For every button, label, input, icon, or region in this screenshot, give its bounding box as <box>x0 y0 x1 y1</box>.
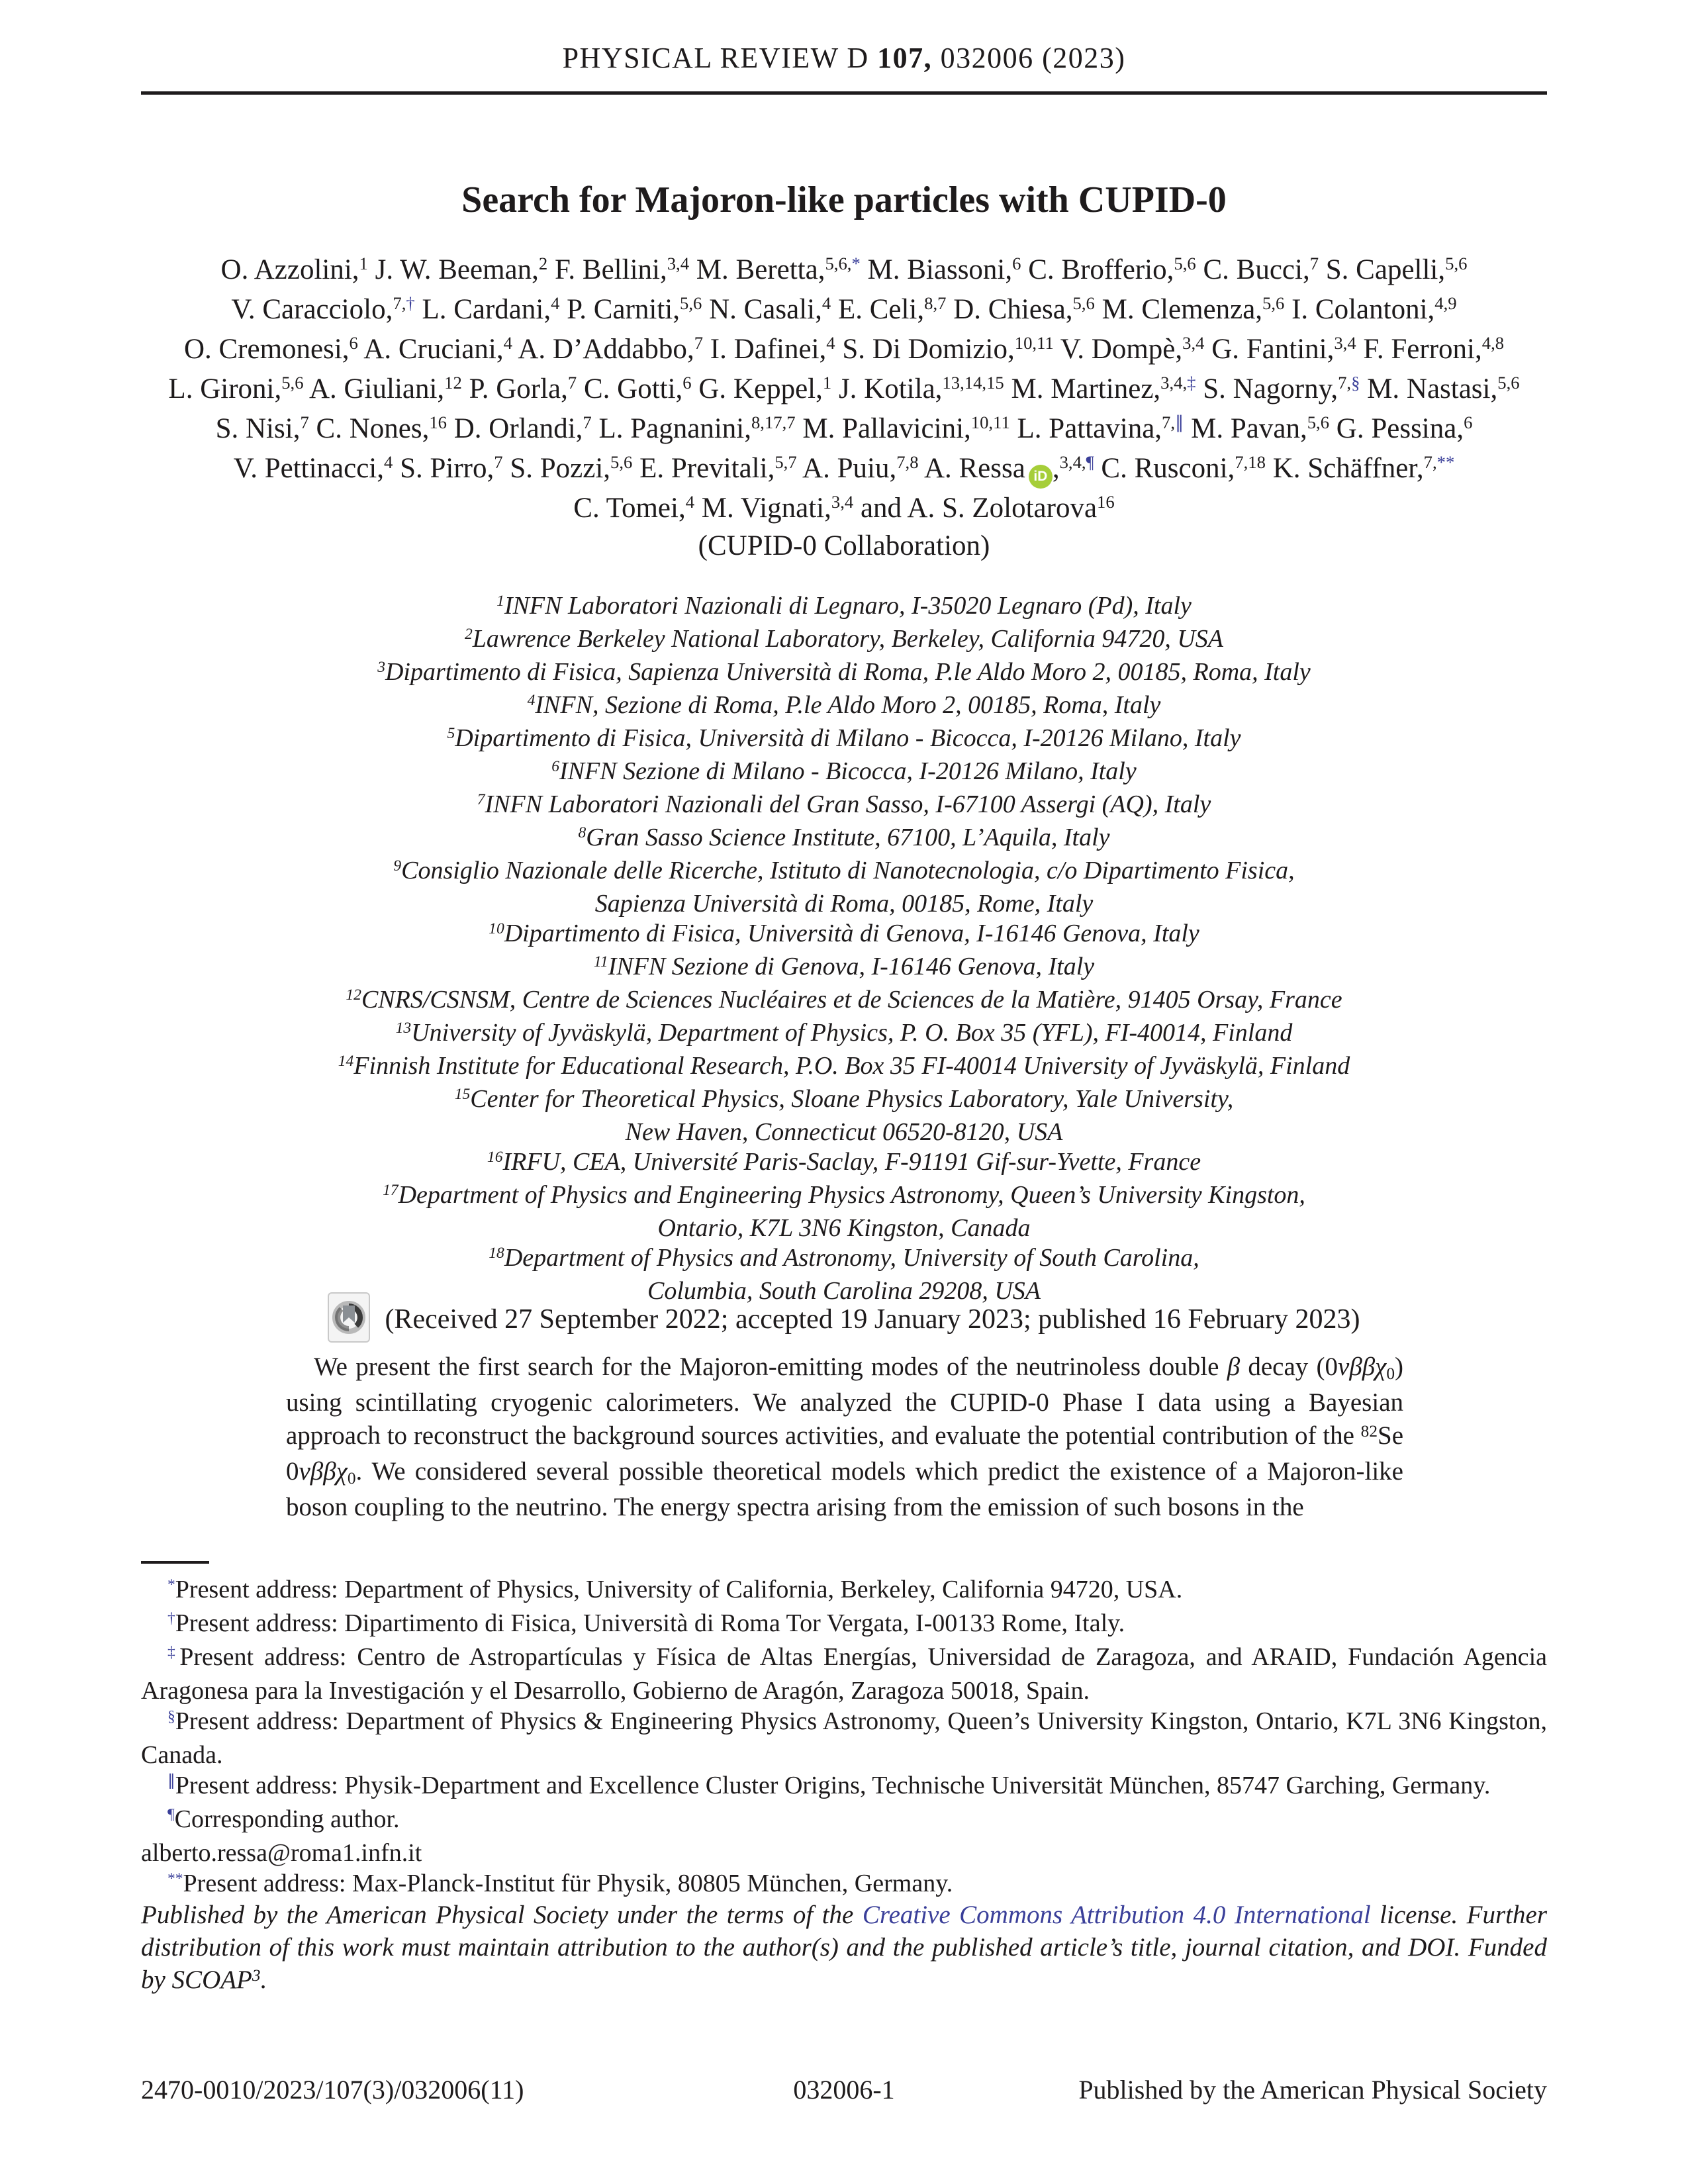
affiliations-block <box>0 591 1688 1306</box>
footnote-symbol[interactable]: * <box>167 1576 175 1593</box>
author: E. Previtali,$^{5,7}$ <box>639 452 797 484</box>
received-line <box>0 1292 1688 1350</box>
author-affiliation-superscript: 6 <box>349 333 358 354</box>
author-affiliation-superscript: 5,6 <box>1445 254 1468 274</box>
affiliation-line: $^6$INFN Sezione di Milano - Bicocca, I-20126 Milano, Italy <box>551 757 1137 785</box>
footnote-symbol-link[interactable]: * <box>1445 452 1455 473</box>
footnote-symbol[interactable]: ‡ <box>167 1643 180 1661</box>
page-footer <box>0 2074 1688 2107</box>
author-affiliation-superscript: 4 <box>826 333 835 354</box>
affiliation-line: $^{18}$Department of Physics and Astronomy, University of South Carolina, <box>489 1244 1199 1272</box>
author-line <box>0 450 1688 490</box>
author: O. Azzolini,$^1$ <box>220 254 368 285</box>
author-affiliation-superscript: 4 <box>685 492 695 512</box>
affiliation-line: $^9$Consiglio Nazionale delle Ricerche, Istituto di Nanotecnologia, c/o Dipartimento Fisica, <box>393 857 1295 884</box>
footnote: **Present address: Max-Planck-Institut für Physik, 80805 München, Germany. <box>167 1870 953 1897</box>
journal-header: PHYSICAL REVIEW D 107, 032006 (2023) <box>562 42 1126 74</box>
footnote-symbol[interactable]: § <box>167 1707 175 1725</box>
footnote-symbol-link[interactable]: ¶ <box>1086 452 1094 473</box>
author: M. Clemenza,$^{5,6}$ <box>1102 293 1285 325</box>
affiliation-line: $^{12}$CNRS/CSNSM, Centre de Sciences Nucléaires et de Sciences de la Matière, 91405 Orsay, France <box>346 986 1342 1014</box>
author-affiliation-superscript: 5,6 <box>1174 254 1196 274</box>
author-affiliation-superscript: 12 <box>444 373 462 393</box>
footnotes-block <box>141 1574 1547 1902</box>
affiliation-number: 18 <box>489 1244 504 1262</box>
author: C. Rusconi,$^{7,18}$ <box>1101 452 1266 484</box>
affiliation-number: 1 <box>496 592 504 610</box>
author-affiliation-superscript: 7 <box>494 452 503 473</box>
author-affiliation-superscript: 5,6 <box>281 373 304 393</box>
author: A. Cruciani,$^4$ <box>363 333 512 365</box>
affiliation-line: $^5$Dipartimento di Fisica, Università di Milano - Bicocca, I-20126 Milano, Italy <box>447 724 1241 752</box>
affiliation-line: $^{13}$University of Jyväskylä, Department of Physics, P. O. Box 35 (YFL), FI-40014, Finland <box>395 1019 1293 1047</box>
author: S. Di Domizio,$^{10,11}$ <box>842 333 1054 365</box>
author: J. Kotila,$^{13,14,15}$ <box>838 373 1004 404</box>
author-line <box>0 252 1688 291</box>
author-line <box>0 371 1688 410</box>
orcid-icon[interactable]: iD <box>1029 465 1053 489</box>
author-affiliation-superscript: 5,6,* <box>825 254 861 274</box>
affiliation-line: $^4$INFN, Sezione di Roma, P.le Aldo Moro 2, 00185, Roma, Italy <box>527 691 1161 719</box>
author: F. Bellini,$^{3,4}$ <box>554 254 690 285</box>
author-affiliation-superscript: 1 <box>359 254 368 274</box>
affiliation-line: $^{17}$Department of Physics and Engineering Physics Astronomy, Queen’s University Kingston, <box>383 1181 1305 1209</box>
author-affiliation-superscript: 10,11 <box>970 412 1010 433</box>
author: S. Nisi,$^7$ <box>215 412 309 444</box>
author-affiliation-superscript: 4 <box>384 452 393 473</box>
author-affiliation-superscript: 4 <box>503 333 512 354</box>
author: C. Nones,$^{16}$ <box>316 412 447 444</box>
author: C. Gotti,$^6$ <box>583 373 692 404</box>
author: M. Pavan,$^{5,6}$ <box>1191 412 1330 444</box>
affiliation-line: $^2$Lawrence Berkeley National Laboratory, Berkeley, California 94720, USA <box>465 625 1223 653</box>
author: V. Caracciolo,$^{7,\dagger}$ <box>231 293 415 325</box>
author-affiliation-superscript: 7,18 <box>1235 452 1266 473</box>
author: J. W. Beeman,$^2$ <box>375 254 548 285</box>
affiliation-number: 5 <box>447 724 455 742</box>
author: F. Ferroni,$^{4,8}$ <box>1363 333 1505 365</box>
author: I. Colantoni,$^{4,9}$ <box>1291 293 1457 325</box>
affiliation-line: $^{11}$INFN Sezione di Genova, I-16146 Genova, Italy <box>593 953 1095 980</box>
author-affiliation-superscript: 16 <box>1097 492 1115 512</box>
affiliation-line: $^{14}$Finnish Institute for Educational Research, P.O. Box 35 FI-40014 University of Jyväskylä, Finland <box>338 1052 1350 1080</box>
affiliation-number: 7 <box>477 790 485 808</box>
affiliation-line: $^7$INFN Laboratori Nazionali del Gran Sasso, I-67100 Assergi (AQ), Italy <box>477 790 1211 818</box>
footnote-symbol[interactable]: ** <box>167 1870 183 1887</box>
author-affiliation-superscript: 4,8 <box>1481 333 1505 354</box>
affiliation-line: Ontario, K7L 3N6 Kingston, Canada <box>657 1214 1031 1242</box>
affiliation-number: 6 <box>551 757 560 775</box>
affiliation-number: 2 <box>465 625 473 643</box>
affiliation-number: 11 <box>593 953 608 971</box>
author: N. Casali,$^4$ <box>709 293 831 325</box>
author: D. Orlandi,$^7$ <box>453 412 592 444</box>
footnote: ‡Present address: Centro de Astropartículas y Física de Altas Energías, Universidad de Zaragoza, and ARAID, Fundación Agencia Aragonesa para la Investigación y el Desarrollo, Gobierno de Aragón, Zaragoza 50018, Spain. <box>141 1643 1547 1705</box>
footnote-symbol-link[interactable]: § <box>1351 373 1360 393</box>
paper-title: Search for Majoron-like particles with CUPID-0 <box>461 179 1227 220</box>
author: P. Carniti,$^{5,6}$ <box>567 293 702 325</box>
author: G. Keppel,$^1$ <box>698 373 832 404</box>
author-affiliation-superscript: 7 <box>300 412 309 433</box>
author-line <box>0 410 1688 450</box>
footnote-symbol-link[interactable]: ‡ <box>1187 373 1196 393</box>
author: M. Martinez,$^{3,4,\ddagger}$ <box>1011 373 1196 404</box>
footnote-symbol[interactable]: ¶ <box>167 1805 175 1823</box>
crossmark-icon[interactable] <box>328 1292 370 1350</box>
author: G. Fantini,$^{3,4}$ <box>1211 333 1356 365</box>
footnote: ∥Present address: Physik-Department and Excellence Cluster Origins, Technische Universität München, 85747 Garching, Germany. <box>167 1772 1491 1799</box>
corresponding-author-email-link[interactable]: alberto.ressa@roma1.infn.it <box>141 1839 422 1867</box>
footnote-symbol-link[interactable]: † <box>406 293 415 314</box>
affiliation-line: Sapienza Università di Roma, 00185, Rome, Italy <box>594 890 1094 918</box>
author-affiliation-superscript: 4,9 <box>1434 293 1457 314</box>
affiliation-number: 4 <box>527 691 536 709</box>
author: V. Pettinacci,$^4$ <box>233 452 393 484</box>
author-affiliation-superscript: 5,6 <box>1497 373 1520 393</box>
author: I. Dafinei,$^4$ <box>710 333 835 365</box>
footer-issn-code: 2470-0010/2023/107(3)/032006(11) <box>141 2075 524 2105</box>
affiliation-number: 12 <box>346 986 361 1004</box>
author-affiliation-superscript: 7 <box>694 333 704 354</box>
affiliation-line: Columbia, South Carolina 29208, USA <box>647 1277 1041 1305</box>
author: P. Gorla,$^7$ <box>469 373 577 404</box>
author-affiliation-superscript: 8,7 <box>924 293 947 314</box>
author: and A. S. Zolotarova$^{16}$ <box>860 492 1115 524</box>
author-affiliation-superscript: 3,4 <box>831 492 854 512</box>
author-affiliation-superscript: 6 <box>682 373 692 393</box>
author-affiliation-superscript: 5,6 <box>610 452 633 473</box>
author-affiliation-superscript: 7 <box>1309 254 1319 274</box>
author-affiliation-superscript: 3,4,¶ <box>1059 452 1094 473</box>
license-link[interactable]: Creative Commons Attribution 4.0 International <box>862 1901 1371 1929</box>
author-affiliation-superscript: 7,** <box>1423 452 1455 473</box>
author: A. Ressa iD ,$^{3,4,\P}$ <box>924 453 1094 484</box>
affiliation-line: New Haven, Connecticut 06520-8120, USA <box>625 1118 1063 1146</box>
author-affiliation-superscript: 1 <box>822 373 832 393</box>
author-affiliation-superscript: 3,4 <box>1334 333 1356 354</box>
author: L. Pattavina,$^{7,\parallel}$ <box>1017 412 1184 444</box>
author-affiliation-superscript: 6 <box>1464 412 1473 433</box>
affiliation-number: 9 <box>393 857 402 875</box>
footnote-symbol-link[interactable]: ∥ <box>1175 412 1184 433</box>
footnote: §Present address: Department of Physics & Engineering Physics Astronomy, Queen’s University Kingston, Ontario, K7L 3N6 Kingston, Canada. <box>141 1707 1547 1769</box>
footnote-symbol-link[interactable]: * <box>851 254 861 274</box>
affiliation-number: 3 <box>377 658 385 676</box>
footnote: †Present address: Dipartimento di Fisica, Università di Roma Tor Vergata, I-00133 Rome, Italy. <box>167 1609 1125 1637</box>
author: A. D’Addabbo,$^7$ <box>518 333 704 365</box>
affiliation-line: $^8$Gran Sasso Science Institute, 67100, L’Aquila, Italy <box>578 824 1110 851</box>
author-affiliation-superscript: 2 <box>538 254 548 274</box>
author-affiliation-superscript: 5,7 <box>774 452 797 473</box>
collaboration-line: (CUPID-0 Collaboration) <box>698 530 990 561</box>
author: O. Cremonesi,$^6$ <box>183 333 358 365</box>
author-affiliation-superscript: 5,6 <box>679 293 702 314</box>
footnote: *Present address: Department of Physics, University of California, Berkeley, California 94720, USA. <box>167 1576 1183 1603</box>
author-affiliation-superscript: 7,§ <box>1338 373 1360 393</box>
author: D. Chiesa,$^{5,6}$ <box>953 293 1095 325</box>
author: L. Gironi,$^{5,6}$ <box>168 373 304 404</box>
abstract: We present the first search for the Majoron-emitting modes of the neutrinoless double β decay (0νββχ0) using scintillating cryogenic calorimeters. We analyzed the CUPID-0 Phase I data using a Bayesian approach to reconstruct the background sources activities, and evaluate the potential contribution of the $^{82}$Se 0νββχ0. We considered several possible theoretical models which predict the existence of a Majoron-like boson coupling to the neutrino. The energy spectra arising from the emission of such bosons in the <box>286 1353 1404 1521</box>
author-affiliation-superscript: 3,4 <box>667 254 690 274</box>
author-affiliation-superscript: 5,6 <box>1262 293 1285 314</box>
author: M. Beretta,$^{5,6,*}$ <box>696 254 861 285</box>
author-affiliation-superscript: 13,14,15 <box>942 373 1004 393</box>
author: E. Celi,$^{8,7}$ <box>837 293 947 325</box>
author: C. Bucci,$^7$ <box>1203 254 1319 285</box>
author-affiliation-superscript: 3,4 <box>1182 333 1205 354</box>
author-affiliation-superscript: 8,17,7 <box>751 412 796 433</box>
author-affiliation-superscript: 7,∥ <box>1162 412 1184 433</box>
author-affiliation-superscript: 10,11 <box>1014 333 1054 354</box>
author-affiliation-superscript: 7 <box>567 373 577 393</box>
author: G. Pessina,$^6$ <box>1336 412 1473 444</box>
author-affiliation-superscript: 4 <box>821 293 831 314</box>
affiliation-line: $^3$Dipartimento di Fisica, Sapienza Università di Roma, P.le Aldo Moro 2, 00185, Roma, Italy <box>377 658 1311 686</box>
author: M. Nastasi,$^{5,6}$ <box>1367 373 1520 404</box>
affiliation-number: 8 <box>578 824 586 841</box>
affiliation-line: $^{10}$Dipartimento di Fisica, Università di Genova, I-16146 Genova, Italy <box>489 920 1199 947</box>
author: L. Cardani,$^4$ <box>422 293 560 325</box>
footnote: ¶Corresponding author. <box>167 1805 400 1833</box>
affiliation-line: $^{15}$Center for Theoretical Physics, Sloane Physics Laboratory, Yale University, <box>454 1085 1234 1113</box>
author-line <box>0 331 1688 371</box>
author-affiliation-superscript: 4 <box>551 293 560 314</box>
author-affiliation-superscript: 7,8 <box>896 452 919 473</box>
author-affiliation-superscript: 7,† <box>393 293 415 314</box>
author: C. Tomei,$^4$ <box>573 492 695 524</box>
affiliation-number: 13 <box>395 1019 412 1037</box>
affiliation-number: 14 <box>338 1052 354 1070</box>
affiliation-number: 10 <box>489 920 504 937</box>
author-affiliation-superscript: 6 <box>1012 254 1021 274</box>
footnote-symbol[interactable]: ∥ <box>167 1772 175 1789</box>
authors-block <box>0 252 1688 530</box>
author: A. Puiu,$^{7,8}$ <box>802 452 919 484</box>
affiliation-number: 15 <box>454 1085 471 1103</box>
author: A. Giuliani,$^{12}$ <box>308 373 462 404</box>
header-rule <box>141 91 1547 95</box>
author: S. Capelli,$^{5,6}$ <box>1325 254 1468 285</box>
affiliation-line: $^{16}$IRFU, CEA, Université Paris-Saclay, F-91191 Gif-sur-Yvette, France <box>487 1148 1201 1176</box>
author: C. Brofferio,$^{5,6}$ <box>1028 254 1196 285</box>
author: K. Schäffner,$^{7,**}$ <box>1272 452 1455 484</box>
affiliation-line: $^1$INFN Laboratori Nazionali di Legnaro, I-35020 Legnaro (Pd), Italy <box>496 592 1192 620</box>
author: S. Pirro,$^7$ <box>400 452 503 484</box>
author-affiliation-superscript: 7 <box>583 412 592 433</box>
footnote-symbol[interactable]: † <box>167 1609 175 1627</box>
author-line <box>0 291 1688 331</box>
footnote-separator <box>141 1561 209 1564</box>
license-notice: Published by the American Physical Society under the terms of the Creative Commons Attribution 4.0 International license. Further distribution of this work must maintain attribution to the author(s) and the published article’s title, journal citation, and DOI. Funded by SCOAP$^3$. <box>141 1901 1548 1994</box>
author-affiliation-superscript: 5,6 <box>1072 293 1095 314</box>
footnote-symbol-link[interactable]: * <box>1436 452 1446 473</box>
affiliation-number: 17 <box>383 1181 399 1199</box>
author: S. Pozzi,$^{5,6}$ <box>510 452 633 484</box>
author: V. Dompè,$^{3,4}$ <box>1060 333 1205 365</box>
received-text: (Received 27 September 2022; accepted 19 January 2023; published 16 February 2023) <box>385 1304 1360 1335</box>
affiliation-number: 16 <box>487 1148 503 1166</box>
footer-publisher: Published by the American Physical Society <box>1078 2075 1547 2105</box>
author-affiliation-superscript: 3,4,‡ <box>1160 373 1196 393</box>
author: L. Pagnanini,$^{8,17,7}$ <box>598 412 796 444</box>
author: M. Pallavicini,$^{10,11}$ <box>802 412 1010 444</box>
author-line <box>0 490 1688 530</box>
author: M. Vignati,$^{3,4}$ <box>701 492 854 524</box>
author: M. Biassoni,$^6$ <box>867 254 1021 285</box>
author: S. Nagorny,$^{7,\S}$ <box>1203 373 1360 404</box>
author-affiliation-superscript: 16 <box>429 412 447 433</box>
author-affiliation-superscript: 5,6 <box>1307 412 1330 433</box>
footer-page-number: 032006-1 <box>793 2075 895 2105</box>
